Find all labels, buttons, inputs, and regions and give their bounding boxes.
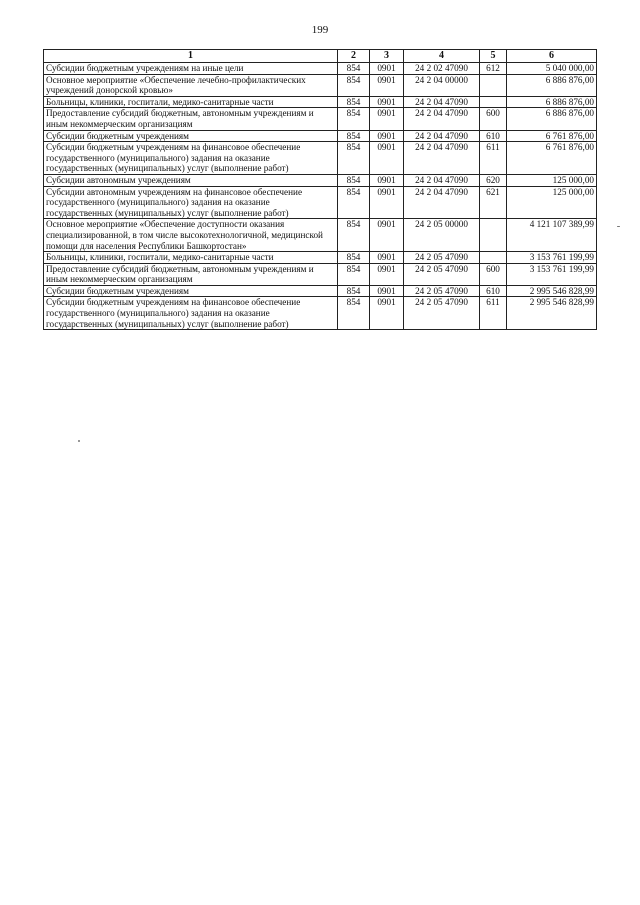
- row-col-4: 24 2 05 47090: [404, 263, 480, 285]
- row-col-5: 620: [480, 174, 507, 186]
- row-col-4: 24 2 04 47090: [404, 186, 480, 219]
- row-col-3: 0901: [370, 108, 404, 130]
- scan-speck: [78, 440, 80, 442]
- row-col-4: 24 2 04 47090: [404, 108, 480, 130]
- row-name: Субсидии автономным учреждениям на финансовое обеспечение государственного (муниципального) задания на оказание государственных (муниципальных) услуг (выполнение работ): [44, 186, 338, 219]
- budget-table: [43, 49, 597, 330]
- row-col-2: 854: [338, 96, 370, 108]
- row-col-5: [480, 74, 507, 96]
- row-col-4: 24 2 05 47090: [404, 252, 480, 264]
- row-col-2: 854: [338, 219, 370, 252]
- row-name: Предоставление субсидий бюджетным, автономным учреждениям и иным некоммерческим организациям: [44, 263, 338, 285]
- table-row: [44, 96, 597, 108]
- row-col-3: 0901: [370, 252, 404, 264]
- row-col-4: 24 2 04 47090: [404, 174, 480, 186]
- row-col-4: 24 2 04 00000: [404, 74, 480, 96]
- row-name: Предоставление субсидий бюджетным, автономным учреждениям и иным некоммерческим организациям: [44, 108, 338, 130]
- header-col-1: 1: [44, 50, 338, 63]
- table-header-row: [44, 50, 597, 63]
- scan-speck: [617, 226, 620, 227]
- row-col-2: 854: [338, 285, 370, 297]
- header-col-6: 6: [507, 50, 597, 63]
- row-amount: 6 761 876,00: [507, 142, 597, 175]
- row-col-5: 621: [480, 186, 507, 219]
- row-col-3: 0901: [370, 63, 404, 75]
- row-name: Основное мероприятие «Обеспечение лечебно-профилактических учреждений донорской кровью»: [44, 74, 338, 96]
- row-name: Субсидии бюджетным учреждениям: [44, 130, 338, 142]
- row-amount: 5 040 000,00: [507, 63, 597, 75]
- row-col-3: 0901: [370, 130, 404, 142]
- row-col-5: 610: [480, 130, 507, 142]
- row-col-5: [480, 96, 507, 108]
- header-col-4: 4: [404, 50, 480, 63]
- row-name: Субсидии бюджетным учреждениям на финансовое обеспечение государственного (муниципального) задания на оказание государственных (муниципальных) услуг (выполнение работ): [44, 142, 338, 175]
- row-col-3: 0901: [370, 219, 404, 252]
- table-row: [44, 186, 597, 219]
- row-col-4: 24 2 04 47090: [404, 130, 480, 142]
- row-col-2: 854: [338, 174, 370, 186]
- row-col-4: 24 2 04 47090: [404, 96, 480, 108]
- table-row: [44, 63, 597, 75]
- table-row: [44, 130, 597, 142]
- row-col-5: 600: [480, 263, 507, 285]
- row-col-4: 24 2 05 00000: [404, 219, 480, 252]
- row-col-5: 610: [480, 285, 507, 297]
- row-col-4: 24 2 02 47090: [404, 63, 480, 75]
- row-name: Субсидии бюджетным учреждениям: [44, 285, 338, 297]
- row-col-2: 854: [338, 263, 370, 285]
- row-amount: 4 121 107 389,99: [507, 219, 597, 252]
- row-col-2: 854: [338, 63, 370, 75]
- row-name: Больницы, клиники, госпитали, медико-санитарные части: [44, 252, 338, 264]
- table-row: [44, 252, 597, 264]
- row-col-4: 24 2 04 47090: [404, 142, 480, 175]
- row-amount: 3 153 761 199,99: [507, 263, 597, 285]
- table-row: [44, 174, 597, 186]
- row-amount: 125 000,00: [507, 174, 597, 186]
- row-amount: 6 761 876,00: [507, 130, 597, 142]
- row-name: Субсидии бюджетным учреждениям на финансовое обеспечение государственного (муниципального) задания на оказание государственных (муниципальных) услуг (выполнение работ): [44, 297, 338, 330]
- row-amount: 2 995 546 828,99: [507, 297, 597, 330]
- row-col-2: 854: [338, 74, 370, 96]
- header-col-5: 5: [480, 50, 507, 63]
- row-col-2: 854: [338, 142, 370, 175]
- header-col-3: 3: [370, 50, 404, 63]
- row-col-5: 612: [480, 63, 507, 75]
- row-col-3: 0901: [370, 174, 404, 186]
- row-col-4: 24 2 05 47090: [404, 297, 480, 330]
- header-col-2: 2: [338, 50, 370, 63]
- row-col-2: 854: [338, 130, 370, 142]
- table-row: [44, 142, 597, 175]
- row-col-3: 0901: [370, 297, 404, 330]
- row-col-5: [480, 219, 507, 252]
- page-number: 199: [311, 24, 329, 36]
- table-row: [44, 108, 597, 130]
- row-col-2: 854: [338, 297, 370, 330]
- row-col-2: 854: [338, 108, 370, 130]
- row-name: Субсидии бюджетным учреждениям на иные цели: [44, 63, 338, 75]
- row-amount: 6 886 876,00: [507, 74, 597, 96]
- row-amount: 6 886 876,00: [507, 108, 597, 130]
- row-col-2: 854: [338, 252, 370, 264]
- table-row: [44, 297, 597, 330]
- row-col-5: 611: [480, 142, 507, 175]
- row-col-5: [480, 252, 507, 264]
- row-col-3: 0901: [370, 285, 404, 297]
- row-col-5: 600: [480, 108, 507, 130]
- row-col-3: 0901: [370, 96, 404, 108]
- row-col-5: 611: [480, 297, 507, 330]
- row-col-4: 24 2 05 47090: [404, 285, 480, 297]
- row-amount: 125 000,00: [507, 186, 597, 219]
- table-row: [44, 263, 597, 285]
- row-col-3: 0901: [370, 142, 404, 175]
- row-amount: 2 995 546 828,99: [507, 285, 597, 297]
- row-amount: 3 153 761 199,99: [507, 252, 597, 264]
- row-col-2: 854: [338, 186, 370, 219]
- table-row: [44, 219, 597, 252]
- table-row: [44, 285, 597, 297]
- row-col-3: 0901: [370, 74, 404, 96]
- table-row: [44, 74, 597, 96]
- row-name: Основное мероприятие «Обеспечение доступности оказания специализированной, в том числе высокотехнологичной, медицинской помощи для населения Республики Башкортостан»: [44, 219, 338, 252]
- row-amount: 6 886 876,00: [507, 96, 597, 108]
- row-name: Субсидии автономным учреждениям: [44, 174, 338, 186]
- row-name: Больницы, клиники, госпитали, медико-санитарные части: [44, 96, 338, 108]
- row-col-3: 0901: [370, 263, 404, 285]
- row-col-3: 0901: [370, 186, 404, 219]
